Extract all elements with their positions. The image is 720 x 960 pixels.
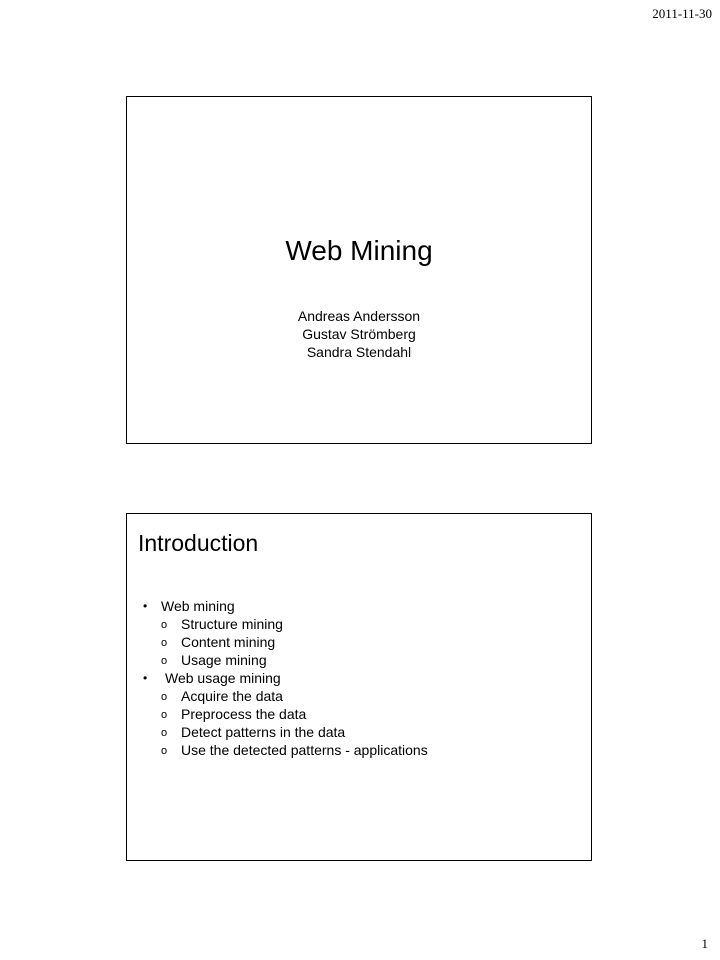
- circle-bullet-icon: o: [161, 655, 168, 667]
- bullet-list: [141, 597, 428, 759]
- sub-bullet-text: Content mining: [181, 634, 276, 650]
- sub-bullet-list: [161, 615, 428, 669]
- sub-bullet-item: [161, 723, 428, 741]
- bullet-dot-icon: •: [143, 671, 148, 685]
- circle-bullet-icon: o: [161, 709, 168, 721]
- slide-title: [126, 96, 592, 444]
- bullet-text: Web mining: [161, 598, 235, 614]
- sub-bullet-item: [161, 651, 428, 669]
- sub-bullet-list: [161, 687, 428, 759]
- sub-bullet-text: Structure mining: [181, 616, 283, 632]
- circle-bullet-icon: o: [161, 637, 168, 649]
- bullet-item: [141, 669, 428, 759]
- sub-bullet-item: [161, 705, 428, 723]
- slide-heading: Introduction: [138, 530, 259, 556]
- author-list: [127, 307, 591, 361]
- author-name: Andreas Andersson: [297, 308, 421, 324]
- sub-bullet-text: Preprocess the data: [181, 706, 307, 722]
- circle-bullet-icon: o: [161, 691, 168, 703]
- author-name: Sandra Stendahl: [306, 344, 412, 360]
- circle-bullet-icon: o: [161, 619, 168, 631]
- circle-bullet-icon: o: [161, 727, 168, 739]
- sub-bullet-text: Acquire the data: [181, 688, 283, 704]
- bullet-text: Web usage mining: [165, 670, 281, 686]
- sub-bullet-item: [161, 687, 428, 705]
- author-name: Gustav Strömberg: [302, 326, 416, 342]
- sub-bullet-item: [161, 633, 428, 651]
- sub-bullet-text: Use the detected patterns - applications: [181, 742, 428, 758]
- bullet-dot-icon: •: [143, 599, 148, 613]
- presentation-title: Web Mining: [285, 235, 433, 266]
- slide-introduction: [126, 513, 592, 861]
- circle-bullet-icon: o: [161, 745, 168, 757]
- page-number: 1: [701, 936, 708, 951]
- sub-bullet-text: Detect patterns in the data: [181, 724, 346, 740]
- header-date: 2011-11-30: [652, 6, 712, 21]
- bullet-item: [141, 597, 428, 669]
- sub-bullet-item: [161, 615, 428, 633]
- sub-bullet-item: [161, 741, 428, 759]
- sub-bullet-text: Usage mining: [181, 652, 267, 668]
